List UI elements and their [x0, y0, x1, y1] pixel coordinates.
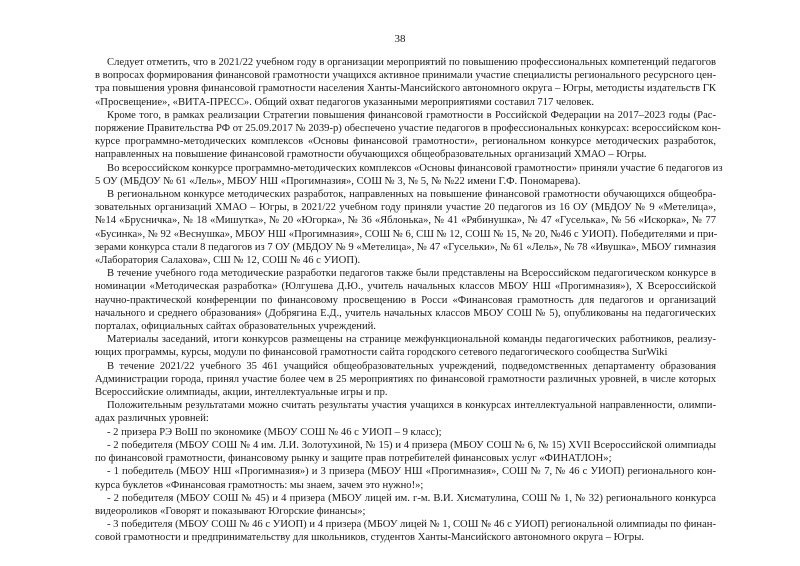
- text-line: зовательных организаций ХМАО – Югры, в 2021/22 учебном году приняли участие 20 педагогов из 16 ОУ (МБДОУ № 9 «Метелица»,: [95, 202, 716, 214]
- text-line: адах различных уровней:: [95, 413, 209, 425]
- paragraph: [95, 426, 716, 439]
- text-line: Всероссийские олимпиады, акции, интеллектуальные игры и пр.: [95, 387, 388, 399]
- text-line: «Бусинка», № 92 «Веснушка», МБОУ НШ «Прогимназия», СОШ № 6, СШ № 12, СОШ № 15, № 20, №46 с УИОП). Победителями и при-: [95, 228, 718, 240]
- text-line: курса буклетов «Финансовая грамотность: мы знаем, зачем это нужно!»;: [95, 479, 424, 491]
- text-line: зерами конкурса стали 8 педагогов из 7 ОУ (МБДОУ № 9 «Метелица», № 47 «Гусельки», № 61 «Лель», № 78 «Ивушка», МБОУ гимназия: [95, 241, 716, 253]
- text-line: «Просвещение», «ВИТА-ПРЕСС». Общий охват педагогов указанными мероприятиями составил 717 человек.: [95, 96, 595, 108]
- paragraph: [95, 492, 716, 518]
- text-line: Материалы заседаний, итоги конкурсов размещены на странице межфункциональной команды педагогических работников, реализу-: [107, 334, 716, 346]
- text-line: В течение 2021/22 учебного 35 461 учащийся общеобразовательных учреждений, подведомственных департаменту образования: [107, 360, 716, 372]
- text-line: курсе программно-методических комплексов «Основы финансовой грамотности», региональном конкурсе методических разработок,: [95, 136, 716, 148]
- text-line: - 2 победителя (МБОУ СОШ № 4 им. Л.И. Золотухиной, № 15) и 4 призера (МБОУ СОШ № 6, № 15) XVII Всероссийской олимпиады: [107, 439, 716, 451]
- paragraph: [95, 162, 723, 188]
- text-line: видеороликов «Говорят и показывают Югорские финансы»;: [95, 505, 366, 517]
- text-line: номинации «Методическая разработка» (Юлгушева Д.Ю., учитель начальных классов МБОУ НШ «Прогимназия»), X Всероссийской: [95, 281, 716, 293]
- text-line: Кроме того, в рамках реализации Стратегии повышения финансовой грамотности в Российской Федерации на 2017–2023 годы (Рас-: [107, 109, 716, 121]
- text-line: Администрации города, принял участие более чем в 25 мероприятиях по финансовой грамотности различных уровней, в числе которых: [95, 373, 716, 385]
- text-line: 5 ОУ (МБДОУ № 61 «Лель», МБОУ НШ «Прогимназия», СОШ № 3, № 5, № №22 имени Г.Ф. Пономарева).: [95, 175, 581, 187]
- text-line: - 3 победителя (МБОУ СОШ № 46 с УИОП) и 4 призера (МБОУ лицей № 1, СОШ № 46 с УИОП) региональной олимпиады по финан-: [107, 519, 716, 531]
- text-line: по финансовой грамотности, финансовому рынку и защите прав потребителей финансовых услуг «ФИНАТЛОН»;: [95, 453, 612, 465]
- page-number: 38: [394, 33, 406, 45]
- text-line: - 2 призера РЭ ВоШ по экономике (МБОУ СОШ № 46 с УИОП – 9 класс);: [107, 426, 442, 438]
- text-line: поряжение Правительства РФ от 25.09.2017 № 2039-р) обеспечено участие педагогов в профессиональных конкурсах: всероссийском кон-: [95, 123, 721, 135]
- text-line: Положительным результатами можно считать результаты участия учащихся в конкурсах интеллектуальной направленности, олимпи-: [107, 400, 716, 412]
- paragraph: [95, 465, 716, 491]
- text-line: - 1 победитель (МБОУ НШ «Прогимназия») и 3 призера (МБОУ НШ «Прогимназия», СОШ № 7, № 46 с УИОП) регионального кон-: [107, 466, 716, 478]
- paragraph: [95, 109, 721, 162]
- text-line: №14 «Брусничка», № 18 «Мишутка», № 20 «Югорка», № 36 «Яблонька», № 41 «Рябинушка», № 47 «Гуселька», № 56 «Искорка», № 77: [95, 215, 716, 227]
- paragraph: [95, 333, 716, 359]
- paragraph: [95, 188, 716, 267]
- text-line: порталах, официальных сайтах образовательных учреждений.: [95, 321, 376, 333]
- text-line: направленных на повышение финансовой грамотности обучающихся общеобразовательных организаций ХМАО – Югры.: [95, 149, 647, 161]
- text-line: Во всероссийском конкурсе программно-методических комплексов «Основы финансовой грамотности» приняли участие 6 педагогов из: [107, 162, 723, 174]
- document-body: [95, 56, 723, 545]
- text-line: «Лаборатория Салахова», СШ № 12, СОШ № 46 с УИОП).: [95, 255, 361, 267]
- text-line: В региональном конкурсе методических разработок, направленных на повышение финансовой грамотности обучающихся общеобра-: [107, 189, 716, 201]
- paragraph: [95, 518, 716, 544]
- text-line: Следует отметить, что в 2021/22 учебном году в организации мероприятий по повышению профессиональных компетенций педагогов: [107, 57, 716, 68]
- paragraph: [95, 56, 716, 109]
- text-line: тра повышения уровня финансовой грамотности населения Ханты-Мансийского автономного округа – Югры, методисты издательств ГК: [95, 83, 716, 95]
- text-line: ющих программы, курсы, модули по финансовой грамотности сайта городского сетевого педагогического сообщества SurWiki: [95, 347, 668, 359]
- text-line: в вопросах формирования финансовой грамотности учащихся активное принимали участие специалисты регионального ресурсного цен-: [95, 70, 716, 82]
- paragraph: [95, 360, 716, 400]
- text-line: В течение учебного года методические разработки педагогов также были представлены на Всероссийском педагогическом конкурсе в: [107, 268, 716, 280]
- text-line: - 2 победителя (МБОУ СОШ № 45) и 4 призера (МБОУ лицей им. г-м. В.И. Хисматулина, СОШ № 1, № 32) регионального конкурса: [107, 492, 716, 504]
- paragraph: [95, 267, 716, 333]
- text-line: научно-практической конференции по финансовому просвещению в Росси «Финансовая грамотность для педагогов и организаций: [95, 294, 716, 306]
- text-line: начального и среднего образования» (Добрягина Е.Д., учитель начальных классов МБОУ СОШ № 5), опубликованы на педагогических: [95, 307, 716, 319]
- paragraph: [95, 439, 716, 465]
- text-line: совой грамотности и предпринимательству для школьников, студентов Ханты-Мансийского автономного округа – Югры.: [95, 532, 644, 544]
- paragraph: [95, 399, 716, 425]
